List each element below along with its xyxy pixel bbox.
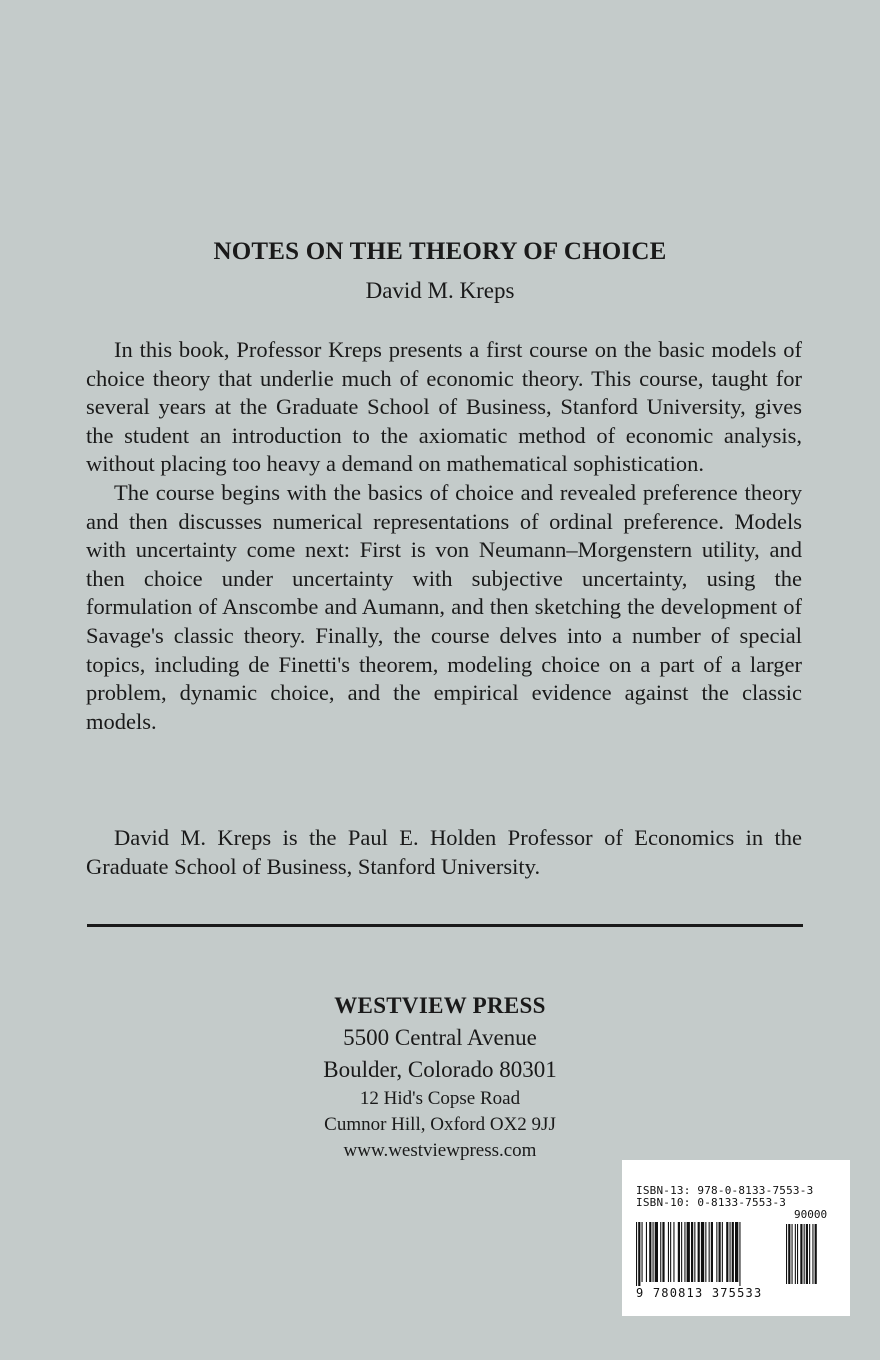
publisher-name: WESTVIEW PRESS [334, 993, 546, 1018]
barcode-addon-bar [809, 1224, 810, 1284]
barcode-bar [649, 1222, 651, 1282]
barcode-bar [670, 1222, 671, 1282]
isbn10-text: ISBN-10: 0-8133-7553-3 [636, 1196, 787, 1209]
barcode-label [622, 1160, 850, 1316]
publisher-address-line: 12 Hid's Copse Road [359, 1088, 521, 1109]
barcode-addon-bar [786, 1224, 787, 1284]
barcode-bars [636, 1222, 838, 1286]
barcode-bar [722, 1222, 723, 1282]
price-code: 90000 [794, 1208, 828, 1221]
barcode-bar [705, 1222, 706, 1282]
barcode-bar [726, 1222, 728, 1282]
publisher-address-line: Cumnor Hill, Oxford OX2 9JJ [324, 1114, 556, 1135]
barcode-bar [739, 1222, 740, 1286]
barcode-bar [709, 1222, 710, 1282]
barcode-bar [642, 1222, 643, 1282]
barcode-bar [681, 1222, 682, 1282]
barcode-addon-bar [815, 1224, 817, 1284]
barcode-bar [678, 1222, 680, 1282]
barcode-bar [655, 1222, 658, 1282]
book-description [86, 336, 802, 736]
description-paragraph: In this book, Professor Kreps presents a first course on the basic models of choice theory that underlie much of economic theory. This course, taught for several years at the Graduate School of Business, Stanford University, gives the student an introduction to the axiomatic method of economic analysis, without placing too heavy a demand on mathematical sophistication. [86, 337, 802, 477]
isbn13-text: ISBN-13: 978-0-8133-7553-3 [636, 1184, 814, 1197]
divider-rule [87, 924, 803, 927]
publisher-website: www.westviewpress.com [343, 1140, 537, 1161]
barcode-bar [662, 1222, 664, 1282]
description-paragraph: The course begins with the basics of choice and revealed preference theory and then discusses numerical representations of ordinal preference. Models with uncertainty come next: First is von Neumann–Morgenstern utility, and then choice under uncertainty with subjective uncertainty, using the formulation of Anscombe and Aumann, and then sketching the development of Savage's classic theory. Finally, the course delves into a number of special topics, including de Finetti's theorem, modeling choice on a part of a larger problem, dynamic choice, and the empirical evidence against the classic models. [86, 479, 802, 734]
barcode-addon-bar [800, 1224, 802, 1284]
barcode-bar [694, 1222, 695, 1282]
barcode-addon-bar [804, 1224, 805, 1284]
book-author: David M. Kreps [365, 278, 515, 303]
barcode-bar [698, 1222, 700, 1282]
publisher-address-line: 5500 Central Avenue [343, 1025, 537, 1050]
barcode-bar [687, 1222, 690, 1282]
barcode-bar [691, 1222, 693, 1282]
barcode-addon-bar [812, 1224, 813, 1284]
author-bio: David M. Kreps is the Paul E. Holden Professor of Economics in the Graduate School of Business, Stanford University. [86, 825, 802, 879]
barcode-addon-bar [788, 1224, 790, 1284]
barcode-addon-bar [797, 1224, 798, 1284]
publisher-address-line: Boulder, Colorado 80301 [323, 1057, 557, 1082]
barcode-bar [716, 1222, 717, 1282]
barcode-bar [673, 1222, 674, 1282]
barcode-bar [701, 1222, 704, 1282]
barcode-bar [730, 1222, 731, 1282]
barcode-bar [638, 1222, 640, 1286]
book-title: NOTES ON THE THEORY OF CHOICE [213, 238, 667, 265]
barcode-bar [711, 1222, 713, 1282]
barcode-addon-bar [806, 1224, 808, 1284]
barcode-bar [719, 1222, 721, 1282]
barcode-bar [646, 1222, 647, 1282]
barcode-bar [653, 1222, 654, 1282]
barcode-bar [668, 1222, 669, 1282]
barcode-addon-bar [795, 1224, 796, 1284]
barcode-bar [684, 1222, 685, 1282]
barcode-bar [660, 1222, 661, 1282]
barcode-bar [735, 1222, 738, 1282]
barcode-digits: 9 780813 375533 [636, 1286, 763, 1300]
barcode-addon-bar [792, 1224, 793, 1284]
publisher-block [0, 990, 880, 1164]
barcode-bar [732, 1222, 734, 1282]
barcode-bar [636, 1222, 637, 1286]
